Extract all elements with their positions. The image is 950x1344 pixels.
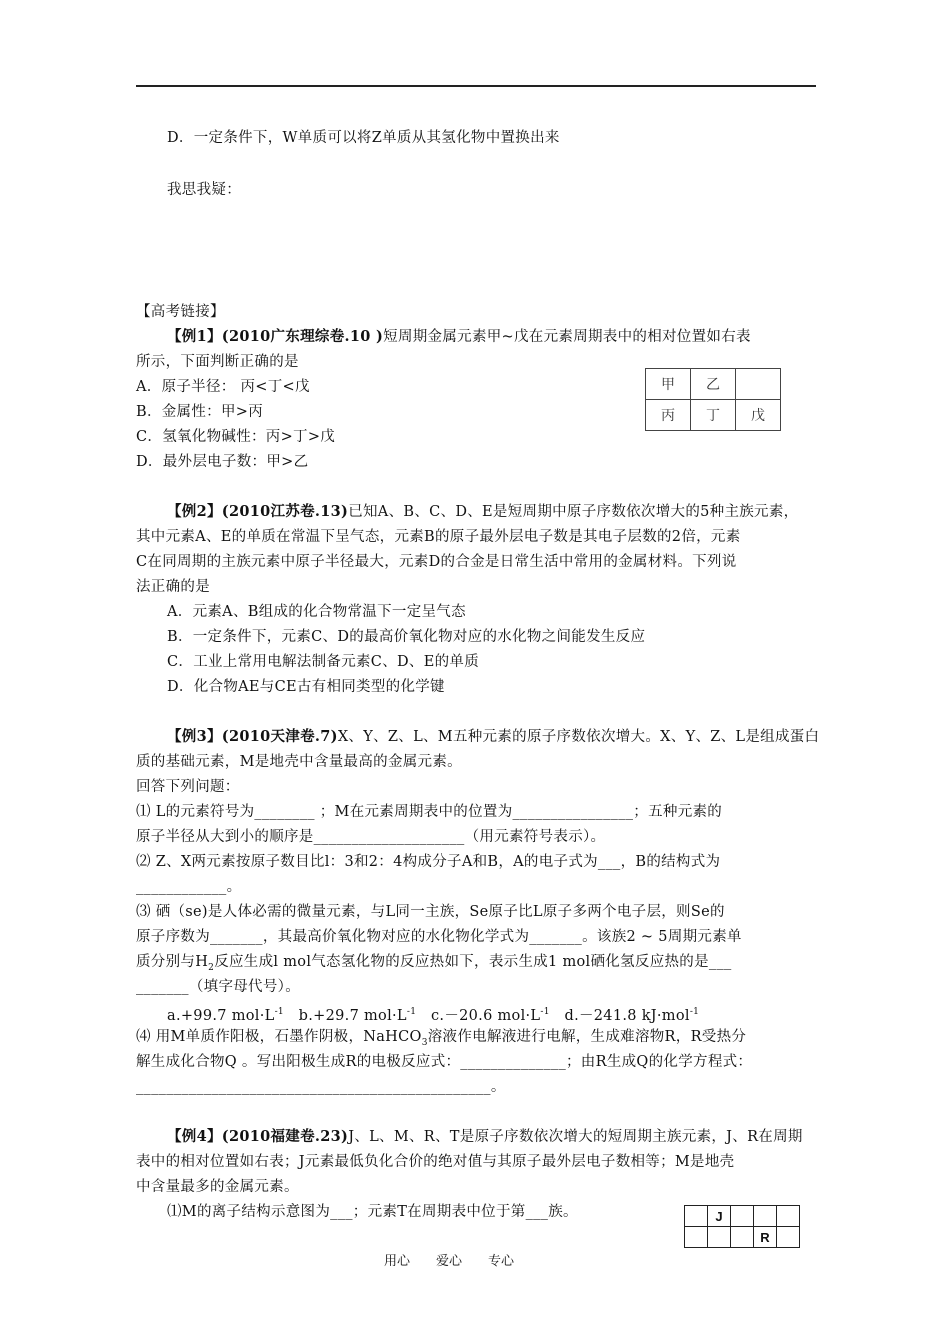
example2-stem-3: C在同周期的主族元素中原子半径最大，元素D的合金是日常生活中常用的金属材料。下列说 — [136, 554, 737, 570]
cell — [731, 1206, 754, 1227]
example3-prompt: 回答下列问题： — [136, 779, 240, 795]
cell: 戊 — [736, 400, 781, 431]
cell — [754, 1206, 777, 1227]
example3-tag: 【例3】(2010天津卷.7) — [167, 728, 338, 745]
example3-q4-cont-2: _______________________________________________。 — [136, 1079, 506, 1095]
cell: R — [754, 1227, 777, 1248]
example2-option-c: C．工业上常用电解法制备元素C、D、E的单质 — [167, 654, 479, 670]
cell — [685, 1227, 708, 1248]
example2-stem: 【例2】(2010江苏卷.13)已知A、B、C、D、E是短周期中原子序数依次增大的5种主族元素， — [167, 503, 799, 520]
cell: 丁 — [691, 400, 736, 431]
example1-option-a: A．原子半径： 丙<丁<戊 — [136, 379, 310, 395]
cell — [708, 1227, 731, 1248]
example1-option-c: C．氢氧化物碱性：丙>丁>戊 — [136, 429, 336, 445]
example3-q3-cont-3: _______（填字母代号）。 — [136, 979, 300, 995]
example3-q2-cont: ____________。 — [136, 879, 242, 895]
cell — [685, 1206, 708, 1227]
example1-stem-2: 所示，下面判断正确的是 — [136, 354, 299, 370]
example2-stem-4: 法正确的是 — [136, 579, 210, 595]
section-heading: 【高考链接】 — [136, 304, 225, 320]
cell — [777, 1227, 800, 1248]
example3-q3-cont: 原子序数为_______，其最高价氧化物对应的水化物化学式为_______。该族2 ~ 5周期元素单 — [136, 929, 742, 945]
example1-tag: 【例1】(2010广东理综卷.10 ) — [167, 328, 384, 345]
example4-stem-2: 表中的相对位置如右表；J元素最低负化合价的绝对值与其原子最外层电子数相等；M是地壳 — [136, 1154, 735, 1170]
cell: 甲 — [646, 369, 691, 400]
example2-tag: 【例2】(2010江苏卷.13) — [167, 503, 349, 520]
option-d-line: D．一定条件下，W单质可以将Z单质从其氢化物中置换出来 — [167, 130, 560, 146]
footer-word: 爱心 — [436, 1254, 463, 1269]
example3-q3: ⑶ 硒（se)是人体必需的微量元素，与L同一主族，Se原子比L原子多两个电子层，则Se的 — [136, 904, 725, 920]
option-d: d.－241.8 kJ·mol — [564, 1007, 690, 1024]
option-a: a.+99.7 mol·L — [167, 1007, 275, 1024]
periodic-table-snippet-2 — [684, 1205, 800, 1248]
example4-q1: ⑴M的离子结构示意图为___；元素T在周期表中位于第___族。 — [167, 1204, 578, 1220]
example3-q4-cont: 解生成化合物Q 。写出阳极生成R的电极反应式：______________；由R生成Q的化学方程式： — [136, 1054, 753, 1070]
example1-stem: 【例1】(2010广东理综卷.10 )短周期金属元素甲~戊在元素周期表中的相对位置如右表 — [167, 328, 751, 345]
example3-q1-cont: 原子半径从大到小的顺序是____________________（用元素符号表示）。 — [136, 829, 606, 845]
cell — [777, 1206, 800, 1227]
example3-q3-cont-2: 质分别与$H_2$反应生成l mol气态氢化物的反应热如下，表示生成1 mol硒化氢反应热的是___ — [136, 954, 732, 973]
example2-option-b: B．一定条件下，元素C、D的最高价氧化物对应的水化物之间能发生反应 — [167, 629, 646, 645]
reflection-label: 我思我疑： — [167, 182, 241, 198]
page-footer — [384, 1250, 540, 1269]
periodic-table-snippet-1 — [645, 368, 781, 431]
example2-stem-2: 其中元素A、E的单质在常温下呈气态，元素B的原子最外层电子数是其电子层数的2倍，元素 — [136, 529, 741, 545]
footer-word: 专心 — [488, 1254, 515, 1269]
example4-stem-3: 中含量最多的金属元素。 — [136, 1179, 299, 1195]
example2-option-a: A．元素A、B组成的化合物常温下一定呈气态 — [167, 604, 466, 620]
option-b: b.+29.7 mol·L — [298, 1007, 407, 1024]
example4-stem: 【例4】(2010福建卷.23)J、L、M、R、T是原子序数依次增大的短周期主族元素，J、R在周期 — [167, 1128, 803, 1145]
example3-q4: ⑷ 用M单质作阳极，石墨作阴极，NaHCO$_3$溶液作电解液进行电解，生成难溶物R，R受热分 — [136, 1029, 747, 1048]
example1-option-b: B．金属性：甲>丙 — [136, 404, 264, 420]
cell: J — [708, 1206, 731, 1227]
cell: 丙 — [646, 400, 691, 431]
cell — [731, 1227, 754, 1248]
example1-option-d: D．最外层电子数：甲>乙 — [136, 454, 309, 470]
example3-stem-2: 质的基础元素，M是地壳中含量最高的金属元素。 — [136, 754, 462, 770]
example3-stem: 【例3】(2010天津卷.7)X、Y、Z、L、M五种元素的原子序数依次增大。X、Y、Z、L是组成蛋白 — [167, 728, 820, 745]
example3-q1: ⑴ L的元素符号为________ ；M在元素周期表中的位置为________________；五种元素的 — [136, 804, 723, 820]
cell: 乙 — [691, 369, 736, 400]
option-c: c.－20.6 mol·L — [430, 1007, 541, 1024]
example4-tag: 【例4】(2010福建卷.23) — [167, 1128, 349, 1145]
example3-q2: ⑵ Z、X两元素按原子数目比l：3和2：4构成分子A和B，A的电子式为___，B的结构式为 — [136, 854, 721, 870]
header-rule — [136, 85, 816, 87]
example2-option-d: D．化合物AE与CE古有相同类型的化学键 — [167, 679, 445, 695]
footer-word: 用心 — [384, 1254, 411, 1269]
example3-q3-options: a.+99.7 $mol\cdot L^{-1}$ b.+29.7 $mol\cdot L^{-1}$ c.－20.6 $mol\cdot L^{-1}$ d.－241.8 kJ·mol$^{-1}$ — [167, 1007, 700, 1024]
cell — [736, 369, 781, 400]
